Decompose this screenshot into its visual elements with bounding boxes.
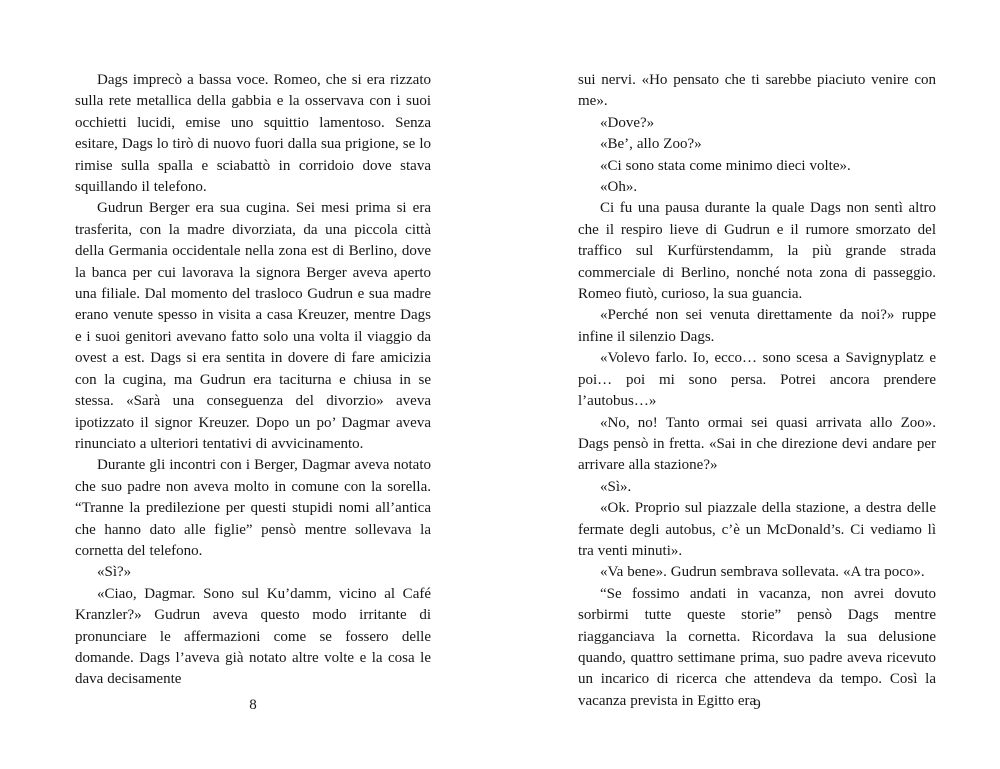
paragraph: «No, no! Tanto ormai sei quasi arrivata allo Zoo». Dags pensò in fretta. «Sai in che direzione devi andare per arrivare alla stazione?» xyxy=(578,414,936,474)
paragraph: «Ciao, Dagmar. Sono sul Ku’damm, vicino al Café Kranzler?» Gudrun aveva questo modo irritante di pronunciare le affermazioni come se fossero delle domande. Dags l’aveva già notato altre volte e la cosa le dava decisamente xyxy=(75,585,431,688)
paragraph: «Ok. Proprio sul piazzale della stazione, a destra delle fermate degli autobus, c’è un McDonald’s. Ci vediamo lì tra venti minuti». xyxy=(578,500,936,559)
paragraph: «Sì». xyxy=(600,478,632,495)
paragraph: sui nervi. «Ho pensato che ti sarebbe piaciuto venire con me». xyxy=(578,72,936,110)
paragraph: Ci fu una pausa durante la quale Dags non sentì altro che il respiro lieve di Gudrun e il rumore smorzato del traffico sul Kurfürstendamm, la più grande strada commerciale di Berlino, nonché nota zona di passeggio. Romeo fiutò, curioso, la sua guancia. xyxy=(578,200,936,303)
paragraph: Gudrun Berger era sua cugina. Sei mesi prima si era trasferita, con la madre divorziata, da una piccola città della Germania occidentale nella zona est di Berlino, dove la banca per cui lavorava la signora Berger aveva aperto una filiale. Dal momento del trasloco Gudrun e sua madre erano venute spesso in visita a casa Kreuzer, mentre Dags e i suoi genitori avevano fatto solo una volta il viaggio da ovest a est. Dags si era sentita in dovere di fare amicizia con la cugina, ma Gudrun era taciturna e chiusa in se stessa. «Sarà una conseguenza del divorzio» aveva ipotizzato il signor Kreuzer. Dopo un po’ Dagmar aveva rinunciato a ulteriori tentativi di avvicinamento. xyxy=(75,200,431,452)
paragraph: «Perché non sei venuta direttamente da noi?» ruppe infine il silenzio Dags. xyxy=(578,307,936,345)
paragraph: «Volevo farlo. Io, ecco… sono scesa a Savignyplatz e poi… poi mi sono persa. Potrei ancora prendere l’autobus…» xyxy=(578,350,936,410)
page-right-text xyxy=(578,70,936,712)
paragraph: «Oh». xyxy=(600,179,638,196)
paragraph: «Ci sono stata come minimo dieci volte». xyxy=(600,157,851,174)
page-number-left: 8 xyxy=(249,697,257,713)
paragraph: «Va bene». Gudrun sembrava sollevata. «A tra poco». xyxy=(600,564,925,581)
paragraph: «Be’, allo Zoo?» xyxy=(600,136,702,153)
page-left-text xyxy=(75,70,431,691)
paragraph: «Sì?» xyxy=(97,564,132,581)
page-left xyxy=(75,0,431,769)
paragraph: Dags imprecò a bassa voce. Romeo, che si era rizzato sulla rete metallica della gabbia e la osservava con i suoi occhietti lucidi, emise uno squittio lamentoso. Senza esitare, Dags lo tirò di nuovo fuori dalla sua prigione, se lo rimise sulla spalla e sciabattò in corridoio dove stava squillando il telefono. xyxy=(75,72,431,196)
paragraph: “Se fossimo andati in vacanza, non avrei dovuto sorbirmi tutte queste storie” pensò Dags mentre riagganciava la cornetta. Ricordava la sua delusione quando, quattro settimane prima, suo padre aveva ricevuto un incarico di ricerca che attendeva da tempo. Così la vacanza prevista in Egitto era xyxy=(578,585,936,709)
paragraph: Durante gli incontri con i Berger, Dagmar aveva notato che suo padre non aveva molto in comune con la sorella. “Tranne la predilezione per questi stupidi nomi all’antica che hanno dato alle figlie” pensò mentre sollevava la cornetta del telefono. xyxy=(75,457,431,559)
paragraph: «Dove?» xyxy=(600,114,655,131)
page-number-right: 9 xyxy=(753,697,761,713)
page-right xyxy=(578,0,936,769)
